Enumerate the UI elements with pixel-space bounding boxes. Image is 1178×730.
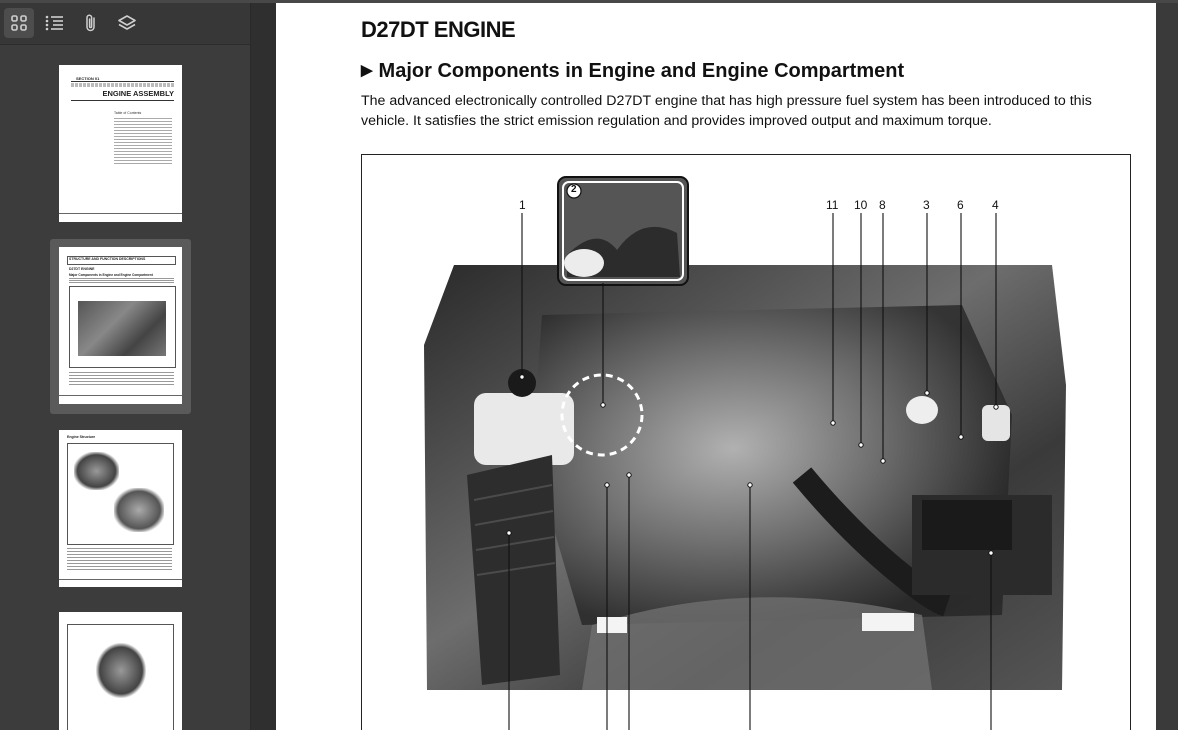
layers-view-button[interactable] [112,8,142,38]
thumb4-figure [67,624,174,730]
thumb3-footer [59,579,182,580]
callout-10: 10 [854,198,868,212]
fuse-box [922,500,1012,550]
thumb2-header: STRUCTURE AND FUNCTION DESCRIPTIONS [69,257,146,261]
thumb1-rule [71,81,174,82]
thumb3-figure [67,443,174,545]
thumb3-heading: Engine Structure [67,435,96,439]
thumb1-toc: Table of Contents [114,111,142,115]
callout-3: 3 [923,198,930,212]
thumb3-engine-a [74,452,119,490]
outline-view-button[interactable] [39,8,69,38]
coolant-tank [474,393,574,465]
section-heading [361,60,904,83]
attachments-view-button[interactable] [76,8,106,38]
thumbnail-page-2 [59,247,182,404]
thumb2-legend [69,372,174,386]
callout-4: 4 [992,198,999,212]
thumbnail-list[interactable] [0,45,250,730]
thumb4-engine [96,643,146,698]
sidebar-toolbar [0,3,250,45]
intro-paragraph: The advanced electronically controlled D27DT engine that has high pressure fuel system has been introduced to this vehicle. It satisfies the strict emission regulation and provides improved output and maximum torque. [361,93,1092,129]
thumb2-heading: Major Components in Engine and Engine Compartment [69,273,153,277]
sidebar-splitter[interactable] [250,0,277,730]
thumb1-toc-lines [114,118,172,166]
thumb2-text [69,278,174,283]
reservoir-4 [982,405,1010,441]
thumbnails-icon [10,14,28,32]
thumbnails-view-button[interactable] [4,8,34,38]
thumb3-legend [67,548,172,572]
layers-icon [117,14,137,32]
thumb1-pattern [71,83,174,87]
inset-callout-2: 2 [571,184,577,195]
engine-illustration [362,155,1130,730]
reservoir-3 [906,396,938,424]
callout-11: 11 [826,198,839,212]
thumb1-section: SECTION 01 [76,76,100,81]
outline-icon [44,14,64,32]
thumb2-photo [78,301,166,356]
thumbnail-sidebar [0,0,250,730]
thumb1-footer [59,213,182,214]
page-thumbnail-4[interactable] [50,607,191,730]
thumb3-engine-b [114,488,164,532]
section-heading-text: Major Components in Engine and Engine Compartment [378,60,905,82]
thumb2-footer [59,395,182,396]
thumb2-sub: D27DT ENGINE [69,267,95,271]
triangle-bullet-icon: ▶ [361,62,373,79]
page-thumbnail-1[interactable] [50,60,191,226]
engine-figure [361,154,1131,730]
page-scrollbar[interactable] [1156,3,1178,730]
document-page [276,3,1156,730]
thumbnail-page-3 [59,430,182,587]
page-title: D27DT ENGINE [361,17,516,42]
callout-1: 1 [519,198,526,212]
thumb2-figure [69,286,176,368]
attachment-icon [82,13,100,33]
window-top-border [0,0,1178,3]
thumb1-title: ENGINE ASSEMBLY [102,89,174,98]
thumbnail-page-4 [59,612,182,730]
thumb1-rule2 [71,100,174,101]
callout-6: 6 [957,198,964,212]
page-thumbnail-3[interactable] [50,425,191,591]
label-plate-b [862,613,914,631]
thumbnail-page-1 [59,65,182,222]
callout-8: 8 [879,198,886,212]
label-plate-a [597,617,627,633]
page-thumbnail-2[interactable] [50,239,191,414]
